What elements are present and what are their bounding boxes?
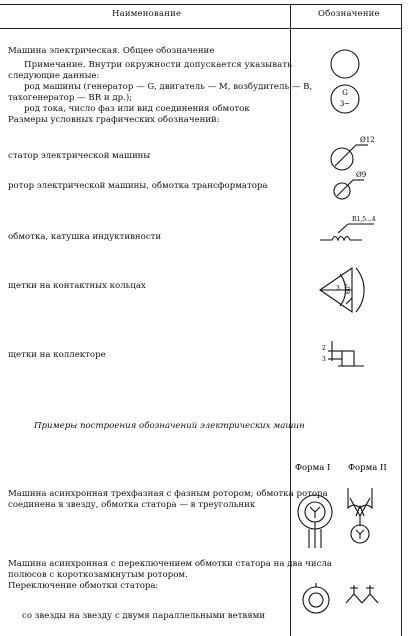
async1-line-1: Машина асинхронная трехфазная с фазным ротором; обмотка ротора xyxy=(8,489,328,499)
row-sizes: Размеры условных графических обозначений: xyxy=(8,115,220,125)
machine-circle-symbol xyxy=(331,50,359,78)
async2-line-2: полюсов с короткозамкнутым ротором. xyxy=(8,570,188,580)
note-line-1: Примечание. Внутри окружности допускается указывать xyxy=(24,60,292,70)
note-line-2: следующие данные: xyxy=(8,71,100,81)
row-brushes-rings: щетки на контактных кольцах xyxy=(8,281,146,291)
async2-line-1: Машина асинхронная с переключением обмотки статора на два числа xyxy=(8,559,332,569)
form1-label: Форма I xyxy=(295,463,331,473)
rotor-dimension: Ø9 xyxy=(356,171,367,179)
row-star-star: со звезды на звезду с двумя параллельными ветвями xyxy=(22,611,266,621)
symbol-column-drawings xyxy=(290,28,401,636)
row-coil: обмотка, катушка индуктивности xyxy=(8,232,162,242)
gen-phase-label: 3~ xyxy=(339,100,351,108)
header-name-column: Наименование xyxy=(112,9,182,19)
coil-dimension: R1,5...4 xyxy=(352,216,376,223)
form2-label: Форма II xyxy=(348,463,387,473)
note-line-5: род тока, число фаз или вид соединения обмоток xyxy=(24,104,250,114)
section-examples: Примеры построения обозначений электрических машин xyxy=(34,421,305,431)
header-symbol-column: Обозначение xyxy=(318,9,380,19)
async1-line-2: соединена в звезду, обмотка статора — в треугольник xyxy=(8,500,256,510)
note-line-3: род машины (генератор — G, двигатель — M, возбудитель — B, xyxy=(24,82,313,92)
note-line-4: тахогенератор — BR и др.); xyxy=(8,93,133,103)
row-machine-general: Машина электрическая. Общее обозначение xyxy=(8,46,215,56)
collector-brush-symbol xyxy=(342,351,354,366)
coil-symbol xyxy=(320,237,362,241)
row-stator: статор электрической машины xyxy=(8,151,151,161)
async2-line-3: Переключение обмотки статора: xyxy=(8,581,159,591)
star-star-machine-symbol xyxy=(303,587,329,613)
row-brushes-collector: щетки на коллекторе xyxy=(8,350,106,360)
table-top-border xyxy=(0,4,402,5)
ring-dimension: 3 xyxy=(336,285,340,292)
ring-angle-label: 60° xyxy=(345,283,352,294)
collector-dimension-2: 3 xyxy=(322,356,326,363)
gen-letter-label: G xyxy=(342,89,348,97)
row-rotor: ротор электрической машины, обмотка трансформатора xyxy=(8,181,268,191)
table-right-border xyxy=(401,4,402,636)
collector-dimension-1: 2 xyxy=(322,345,326,352)
stator-dimension: Ø12 xyxy=(360,136,375,144)
